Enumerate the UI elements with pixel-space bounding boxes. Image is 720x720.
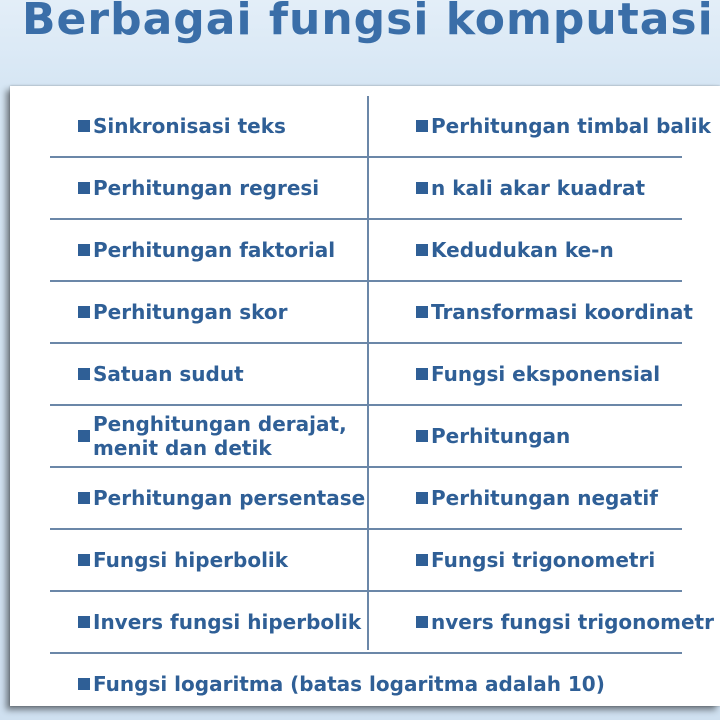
feature-item: Kedudukan ke-n bbox=[416, 220, 720, 280]
square-bullet-icon bbox=[416, 554, 428, 566]
feature-item: Fungsi trigonometri bbox=[416, 530, 720, 590]
table-row bbox=[50, 344, 682, 406]
square-bullet-icon bbox=[78, 554, 90, 566]
square-bullet-icon bbox=[78, 120, 90, 132]
table-row bbox=[50, 220, 682, 282]
feature-item: Perhitungan skor bbox=[78, 282, 368, 342]
square-bullet-icon bbox=[416, 430, 428, 442]
feature-item-line2: menit dan detik bbox=[93, 436, 272, 460]
square-bullet-icon bbox=[78, 678, 90, 690]
feature-item: Invers fungsi hiperbolik bbox=[78, 592, 368, 652]
table-row bbox=[50, 406, 682, 468]
square-bullet-icon bbox=[416, 492, 428, 504]
table-row-footer bbox=[50, 654, 682, 714]
feature-item: Transformasi koordinat bbox=[416, 282, 720, 342]
square-bullet-icon bbox=[416, 120, 428, 132]
square-bullet-icon bbox=[78, 368, 90, 380]
feature-item: Fungsi hiperbolik bbox=[78, 530, 368, 590]
feature-item-line1: Penghitungan derajat, bbox=[93, 412, 347, 436]
square-bullet-icon bbox=[78, 492, 90, 504]
feature-card bbox=[10, 86, 720, 706]
feature-item: Satuan sudut bbox=[78, 344, 368, 404]
square-bullet-icon bbox=[416, 244, 428, 256]
square-bullet-icon bbox=[78, 430, 90, 442]
square-bullet-icon bbox=[78, 182, 90, 194]
feature-table bbox=[50, 96, 714, 714]
table-row bbox=[50, 468, 682, 530]
feature-item bbox=[78, 406, 368, 466]
feature-item: Perhitungan regresi bbox=[78, 158, 368, 218]
feature-item: Sinkronisasi teks bbox=[78, 96, 368, 156]
square-bullet-icon bbox=[416, 368, 428, 380]
feature-item: Perhitungan timbal balik bbox=[416, 96, 720, 156]
page-title: Berbagai fungsi komputasi bbox=[22, 0, 714, 45]
feature-item: Perhitungan persentase bbox=[78, 468, 368, 528]
feature-item: Fungsi logaritma (batas logaritma adalah 10) bbox=[78, 654, 698, 714]
feature-item: Perhitungan negatif bbox=[416, 468, 720, 528]
square-bullet-icon bbox=[416, 616, 428, 628]
square-bullet-icon bbox=[78, 306, 90, 318]
feature-item: nvers fungsi trigonometr bbox=[416, 592, 720, 652]
square-bullet-icon bbox=[416, 182, 428, 194]
square-bullet-icon bbox=[78, 616, 90, 628]
table-row bbox=[50, 282, 693, 344]
table-row bbox=[50, 592, 714, 654]
square-bullet-icon bbox=[78, 244, 90, 256]
square-bullet-icon bbox=[416, 306, 428, 318]
table-row bbox=[50, 530, 682, 592]
table-row bbox=[50, 158, 682, 220]
feature-item: Perhitungan faktorial bbox=[78, 220, 368, 280]
feature-item: Fungsi eksponensial bbox=[416, 344, 720, 404]
table-row bbox=[50, 96, 711, 158]
feature-item: n kali akar kuadrat bbox=[416, 158, 720, 218]
feature-item: Perhitungan bbox=[416, 406, 720, 466]
